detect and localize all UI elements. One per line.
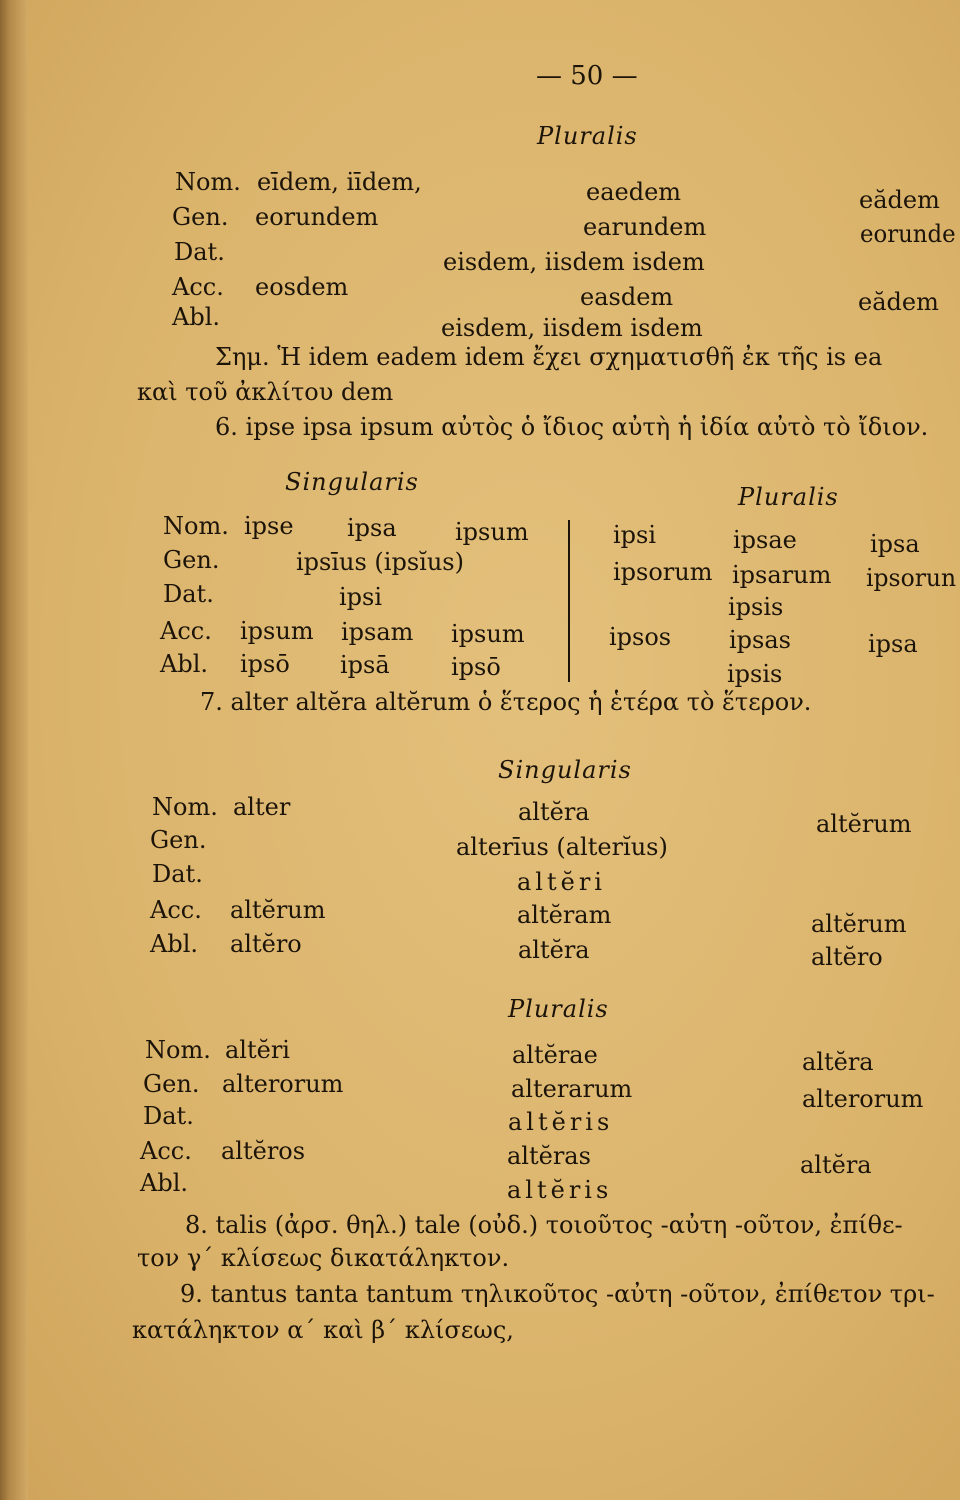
form-n: ipsa (870, 530, 920, 558)
form-n: ipsō (451, 653, 501, 681)
form-n: eădem (859, 186, 940, 214)
form-m: alterorum (222, 1070, 344, 1098)
form-all: ipsīus (ipsĭus) (296, 548, 464, 576)
form-m: ipsorum (613, 558, 713, 586)
form-n: ipsum (455, 518, 529, 546)
form-n: altĕra (802, 1048, 874, 1076)
case-label: Acc. (150, 896, 202, 924)
form-m: ipsi (613, 521, 657, 549)
note-line: Σημ. Ἡ idem eadem idem ἔχει σχηματισθῆ ἐκ τῆς is ea (215, 343, 883, 371)
case-label: Nom. (163, 512, 229, 540)
form-n: altĕro (811, 943, 883, 971)
form-f: altĕri (517, 868, 606, 896)
case-label: Nom. (152, 793, 218, 821)
form-n: eădem (858, 288, 939, 316)
item-8-continuation: τον γ΄ κλίσεως δικατάληκτον. (137, 1244, 510, 1272)
column-divider (568, 520, 570, 682)
pluralis-heading: Pluralis (508, 995, 609, 1023)
form-n: alterorum (802, 1085, 924, 1113)
case-label: Abl. (150, 930, 198, 958)
case-label: Nom. (145, 1036, 211, 1064)
case-label: Acc. (160, 617, 212, 645)
item-6: 6. ipse ipsa ipsum αὐτὸς ὁ ἴδιος αὐτὴ ἡ ἰδία αὐτὸ τὸ ἴδιον. (215, 413, 929, 441)
form-all: ipsi (339, 583, 383, 611)
form-m: eosdem (255, 273, 349, 301)
case-label: Dat. (143, 1102, 194, 1130)
form-f: ipsae (733, 526, 797, 554)
form-n: ipsa (868, 630, 918, 658)
item-9: 9. tantus tanta tantum τηλικοῦτος -αὐτη -οῦτον, ἐπίθετον τρι- (180, 1280, 935, 1308)
form-m: ipse (244, 512, 294, 540)
form-m: ipsō (240, 650, 290, 678)
form-all: ipsis (727, 660, 783, 688)
form-n: altĕrum (816, 810, 912, 838)
page-number: — 50 — (536, 61, 638, 91)
form-f: ipsam (341, 618, 414, 646)
form-f: altĕram (517, 901, 612, 929)
form-m: altĕros (221, 1137, 306, 1165)
form-f: ipsarum (732, 561, 832, 589)
singularis-heading: Singularis (285, 468, 419, 496)
case-label: Abl. (172, 303, 220, 331)
case-label: Gen. (143, 1070, 200, 1098)
form-m: altĕri (225, 1036, 290, 1064)
case-label: Abl. (140, 1169, 188, 1197)
form-f: altĕris (508, 1108, 614, 1136)
item-9-continuation: κατάληκτον α΄ καὶ β΄ κλίσεως, (132, 1316, 514, 1344)
form-m: altĕrum (230, 896, 326, 924)
form-f: ipsas (729, 626, 791, 654)
form-f: alterīus (alterĭus) (456, 833, 668, 861)
case-label: Gen. (163, 546, 220, 574)
form-all: eisdem, iisdem isdem (441, 314, 703, 342)
case-label: Gen. (172, 203, 229, 231)
form-n: ipsorun (866, 564, 957, 592)
form-f: eaedem (586, 178, 682, 206)
form-f: ipsā (340, 651, 390, 679)
form-n: altĕra (800, 1151, 872, 1179)
form-f: alterarum (511, 1075, 633, 1103)
note-line: καὶ τοῦ ἀκλίτου dem (137, 378, 394, 406)
case-label: Dat. (163, 580, 214, 608)
form-all: ipsis (728, 593, 784, 621)
form-f: altĕra (518, 936, 590, 964)
form-f: altĕris (507, 1176, 613, 1204)
form-f: earundem (583, 213, 707, 241)
form-f: altĕrae (512, 1041, 598, 1069)
form-m: altĕro (230, 930, 302, 958)
page-edge (0, 0, 28, 1500)
form-f: altĕra (518, 798, 590, 826)
form-m: alter (233, 793, 291, 821)
form-m: eorundem (255, 203, 379, 231)
form-m: ipsum (240, 617, 314, 645)
form-n: eorunde (860, 220, 956, 248)
item-7: 7. alter altĕra altĕrum ὁ ἕτερος ἡ ἑτέρα τὸ ἕτερον. (200, 688, 812, 716)
case-label: Dat. (174, 238, 225, 266)
section-heading: Pluralis (537, 122, 638, 150)
pluralis-heading: Pluralis (738, 483, 839, 511)
form-n: altĕrum (811, 910, 907, 938)
form-f: ipsa (347, 514, 397, 542)
singularis-heading: Singularis (498, 756, 632, 784)
form-f: easdem (580, 283, 674, 311)
form-m: eīdem, iīdem, (257, 168, 422, 196)
case-label: Gen. (150, 826, 207, 854)
case-label: Acc. (140, 1137, 192, 1165)
form-m: ipsos (609, 623, 672, 651)
form-n: ipsum (451, 620, 525, 648)
case-label: Abl. (160, 650, 208, 678)
case-label: Acc. (172, 273, 224, 301)
item-8: 8. talis (ἀρσ. θηλ.) tale (οὐδ.) τοιοῦτος -αὐτη -οῦτον, ἐπίθε- (185, 1211, 903, 1239)
case-label: Dat. (152, 860, 203, 888)
form-all: eisdem, iisdem isdem (443, 248, 705, 276)
case-label: Nom. (175, 168, 241, 196)
form-f: altĕras (507, 1142, 591, 1170)
